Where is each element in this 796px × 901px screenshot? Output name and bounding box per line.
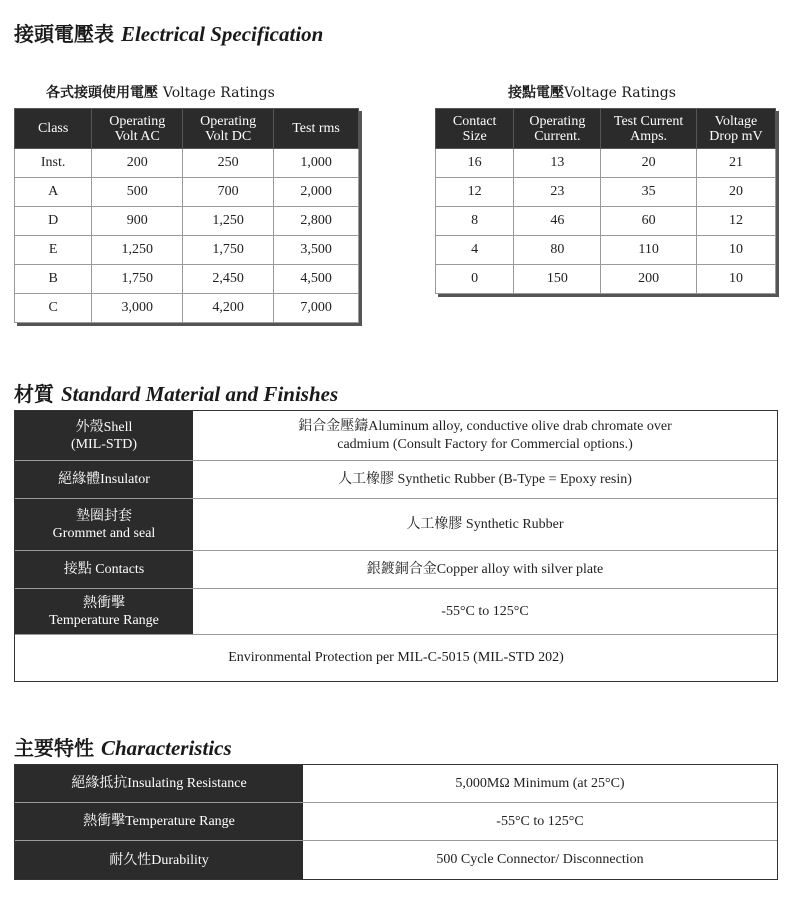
table-cell: A [15,178,92,207]
characteristic-value [303,765,777,802]
table-cell: 2,800 [274,207,359,236]
material-row [15,589,777,635]
table-cell: 3,000 [92,294,183,323]
material-value-text: 人工橡膠 Synthetic Rubber [406,516,564,532]
table-cell: 2,000 [274,178,359,207]
characteristic-row [15,765,777,803]
table-row [15,236,359,265]
characteristic-label-text: 絕緣抵抗Insulating Resistance [71,776,247,791]
header-cell [92,109,183,149]
table-cell: 10 [696,265,775,294]
header-text: Test rms [292,121,340,136]
material-row [15,461,777,499]
table-cell: 110 [601,236,697,265]
characteristic-row [15,841,777,879]
caption-connector-voltage: 各式接頭使用電壓 Voltage Ratings [46,85,275,101]
material-value [193,499,777,550]
table-row [15,294,359,323]
material-value-text: 鋁合金壓鑄Aluminum alloy, conductive olive drab chromate over [298,418,672,434]
table-cell: 35 [601,178,697,207]
material-value-text: 人工橡膠 Synthetic Rubber (B-Type = Epoxy resin) [338,471,632,487]
table-cell: 200 [601,265,697,294]
table-cell: 4,200 [183,294,274,323]
table-cell: B [15,265,92,294]
table-row [15,265,359,294]
table-row [15,178,359,207]
table-cell: C [15,294,92,323]
material-footer-row [15,635,777,681]
table-cell: 1,750 [92,265,183,294]
characteristic-label [15,765,303,802]
characteristic-value-text: 5,000MΩ Minimum (at 25°C) [455,775,625,791]
table-cell: 0 [436,265,514,294]
table-cell: 200 [92,149,183,178]
characteristics-table [14,764,778,880]
table-cell: 2,450 [183,265,274,294]
table-cell: 12 [436,178,514,207]
header-text: Amps. [630,128,668,144]
material-label-text: 熱衝擊 [83,595,125,611]
table-cell: 4,500 [274,265,359,294]
table-cell: 20 [601,149,697,178]
material-label-text: 外殼Shell [75,419,133,435]
characteristic-value-text: 500 Cycle Connector/ Disconnection [436,852,644,867]
table-row [436,207,776,236]
header-cell [696,109,775,149]
table-cell: 250 [183,149,274,178]
table-cell: 700 [183,178,274,207]
table-row [436,236,776,265]
characteristic-value-text: -55°C to 125°C [496,813,584,829]
material-label [15,499,193,550]
material-label-text: Temperature Range [49,612,159,628]
section-title-characteristics: 主要特性 Characteristics [14,736,232,760]
table-cell: 500 [92,178,183,207]
header-text: Operating [109,113,166,129]
header-cell [274,109,359,149]
header-text: Volt DC [205,128,252,144]
material-row [15,411,777,461]
section-title-electrical: 接頭電壓表 Electrical Specification [14,22,324,46]
header-text: Size [462,128,487,144]
table-cell: 4 [436,236,514,265]
material-label [15,551,193,588]
material-value-text: -55°C to 125°C [441,603,529,619]
material-label-text: Grommet and seal [52,525,156,541]
material-value-text: cadmium (Consult Factory for Commercial options.) [337,436,633,452]
table-cell: 23 [514,178,601,207]
header-text: Operating [200,113,257,129]
header-cell [514,109,601,149]
material-label-text: 墊圈封套 [76,508,132,524]
environmental-protection-text: Environmental Protection per MIL-C-5015 (MIL-STD 202) [228,650,564,665]
table-cell: D [15,207,92,236]
header-cell [436,109,514,149]
header-text: Drop mV [709,128,763,144]
table-cell: 150 [514,265,601,294]
table-cell: Inst. [15,149,92,178]
material-row [15,551,777,589]
material-label-text: 接點 Contacts [63,562,145,577]
connector-voltage-table [14,108,359,323]
characteristic-row [15,803,777,841]
contact-voltage-table [435,108,776,294]
header-cell [183,109,274,149]
characteristic-value [303,841,777,879]
material-label [15,589,193,634]
table-cell: 12 [696,207,775,236]
material-label-text: (MIL-STD) [70,436,138,452]
material-value [193,551,777,588]
table-cell: 3,500 [274,236,359,265]
table-cell: E [15,236,92,265]
header-text: Voltage [714,113,758,129]
header-text: Class [37,121,69,136]
table-cell: 20 [696,178,775,207]
table-cell: 46 [514,207,601,236]
material-label-text: 絕緣體Insulator [58,472,150,487]
header-text: Current. [534,128,581,144]
material-value [193,411,777,460]
caption-contact-voltage: 接點電壓Voltage Ratings [508,85,676,101]
header-cell [15,109,92,149]
table-cell: 1,000 [274,149,359,178]
table-row [436,149,776,178]
header-text: Operating [529,113,586,129]
table-cell: 13 [514,149,601,178]
characteristic-label-text: 耐久性Durability [109,852,209,868]
table-cell: 60 [601,207,697,236]
table-cell: 16 [436,149,514,178]
table-cell: 1,750 [183,236,274,265]
section-title-materials: 材質 Standard Material and Finishes [14,382,339,406]
table-cell: 900 [92,207,183,236]
table-cell: 10 [696,236,775,265]
material-label [15,411,193,460]
table-cell: 21 [696,149,775,178]
header-text: Test Current [613,113,684,129]
table-cell: 7,000 [274,294,359,323]
header-text: Contact [452,113,497,129]
material-value-text: 銀鍍銅合金Copper alloy with silver plate [366,561,604,577]
material-row [15,499,777,551]
material-value [193,589,777,634]
table-cell: 1,250 [92,236,183,265]
material-value [193,461,777,498]
header-cell [601,109,697,149]
table-cell: 80 [514,236,601,265]
characteristic-value [303,803,777,840]
table-row [436,178,776,207]
materials-table [14,410,778,682]
header-text: Volt AC [114,128,160,144]
material-label [15,461,193,498]
characteristic-label-text: 熱衝擊Temperature Range [83,814,235,829]
table-row [15,149,359,178]
characteristic-label [15,803,303,840]
table-cell: 8 [436,207,514,236]
table-row [436,265,776,294]
table-cell: 1,250 [183,207,274,236]
characteristic-label [15,841,303,879]
table-row [15,207,359,236]
